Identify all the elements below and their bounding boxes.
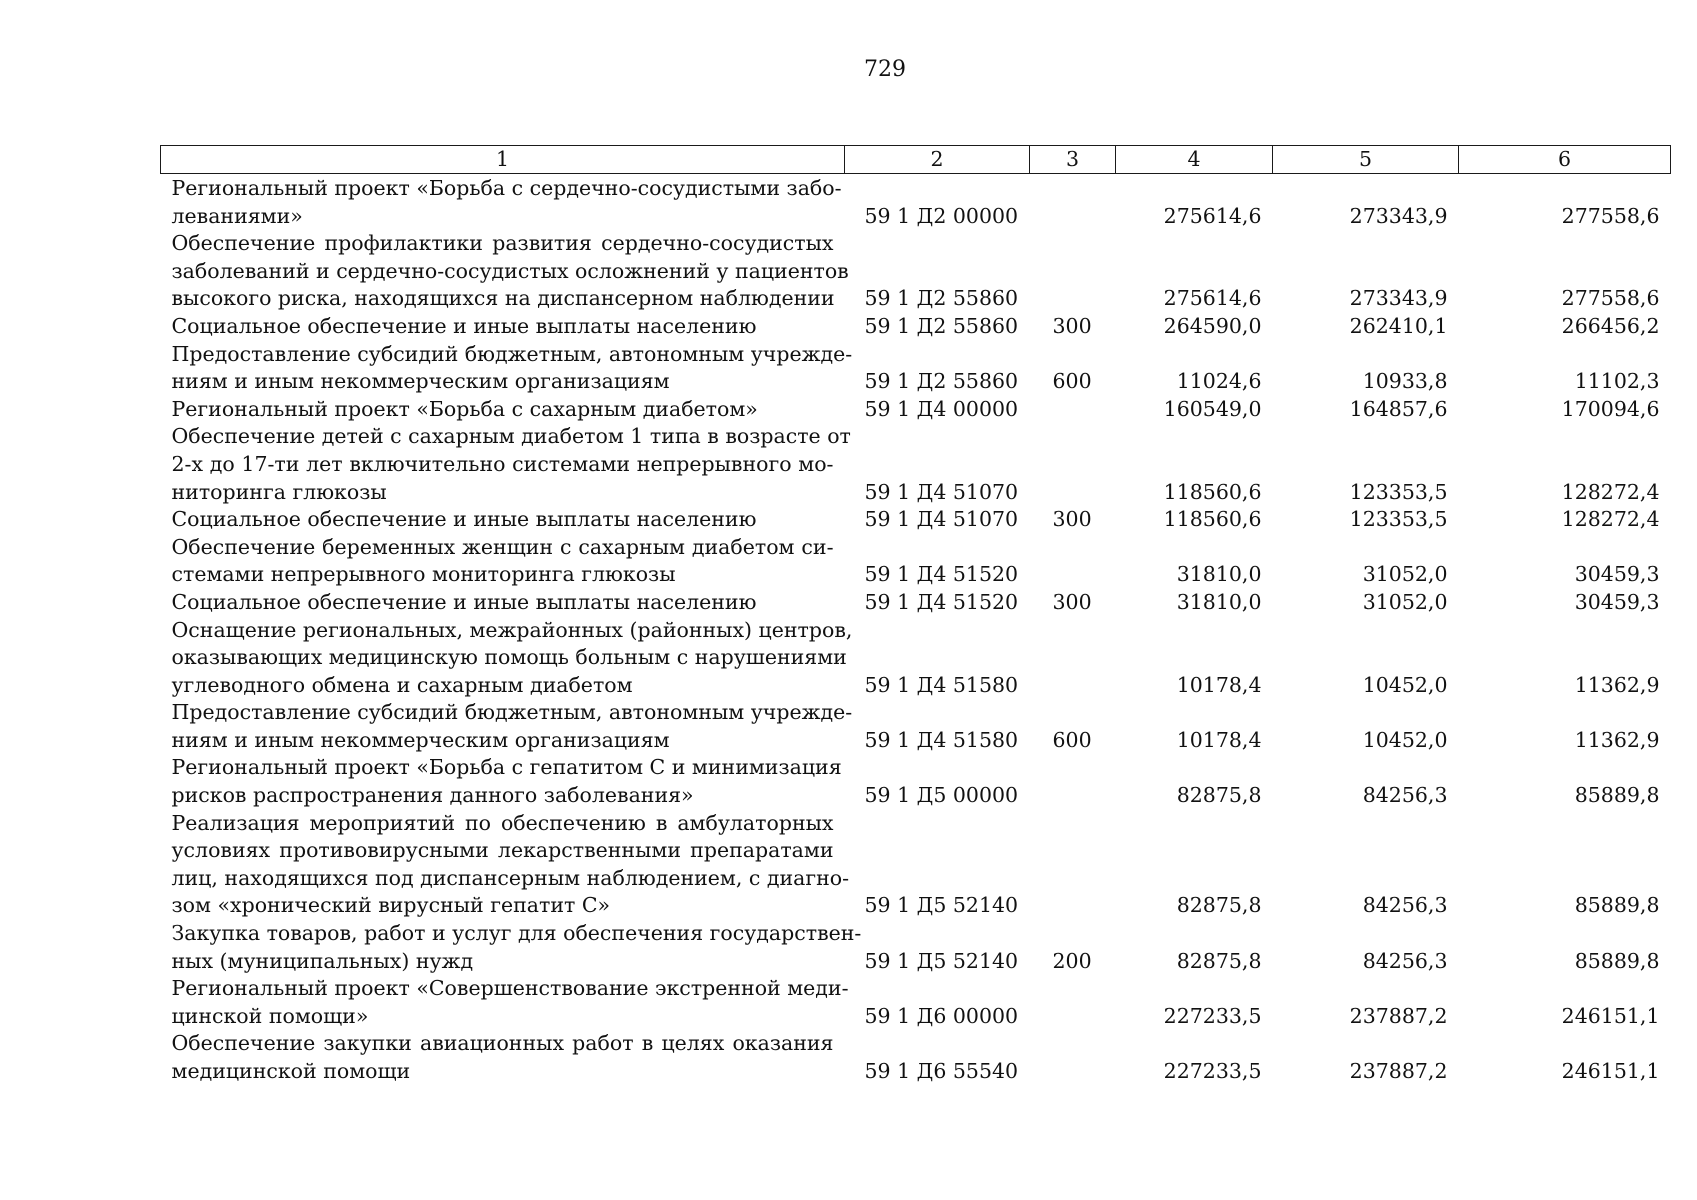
row-description	[161, 589, 845, 617]
row-value-col6: 85889,8	[1574, 893, 1660, 918]
description-line: медицинской помощи	[171, 1059, 411, 1083]
row-value-col5: 123353,5	[1349, 479, 1448, 504]
row-description	[161, 423, 851, 506]
row-value-col5: 273343,9	[1349, 203, 1448, 228]
row-value-col5: 123353,5	[1349, 507, 1448, 532]
description-line: ниям и иным некоммерческим организациям	[171, 369, 670, 394]
description-line: Обеспечение закупки авиационных работ в целях оказания	[171, 1031, 834, 1056]
row-value-col6: 266456,2	[1561, 313, 1660, 338]
row-description	[161, 396, 845, 424]
column-header-4: 4	[1116, 146, 1273, 174]
row-value-col5: 164857,6	[1349, 396, 1448, 421]
row-code: 59 1 Д4 51580	[864, 727, 1019, 752]
row-expense-type	[1030, 754, 1116, 809]
row-value-col6: 11362,9	[1574, 727, 1660, 752]
table-row	[161, 506, 1671, 534]
row-value-col6: 11362,9	[1574, 672, 1660, 697]
row-expense-type: 300	[1052, 507, 1092, 532]
description-line: зом «хронический вирусный гепатит С»	[171, 893, 611, 918]
row-expense-type	[1030, 423, 1116, 506]
row-code: 59 1 Д5 52140	[864, 893, 1019, 918]
row-code: 59 1 Д2 55860	[864, 369, 1019, 394]
row-description	[161, 534, 845, 589]
description-line: Реализация мероприятий по обеспечению в амбулаторных	[171, 810, 834, 835]
row-value-col6: 85889,8	[1574, 783, 1660, 808]
description-line: Региональный проект «Борьба с сахарным диабетом»	[171, 396, 758, 421]
row-value-col6: 30459,3	[1574, 562, 1660, 587]
row-value-col4: 118560,6	[1163, 479, 1262, 504]
row-code: 59 1 Д4 51520	[864, 589, 1019, 614]
description-line: Оснащение региональных, межрайонных (районных) центров,	[171, 617, 853, 642]
description-line: углеводного обмена и сахарным диабетом	[171, 672, 633, 697]
row-code: 59 1 Д2 55860	[864, 286, 1019, 311]
column-header-2: 2	[845, 146, 1030, 174]
column-header-6: 6	[1459, 146, 1671, 174]
description-line: Региональный проект «Совершенствование экстренной меди-	[171, 976, 849, 1001]
row-value-col5: 273343,9	[1349, 286, 1448, 311]
description-line: Предоставление субсидий бюджетным, автономным учрежде-	[171, 341, 853, 366]
row-value-col4: 82875,8	[1176, 783, 1262, 808]
row-code: 59 1 Д4 00000	[864, 396, 1019, 421]
table-row	[161, 617, 1671, 700]
row-value-col5: 10933,8	[1362, 369, 1448, 394]
row-code: 59 1 Д2 00000	[864, 203, 1019, 228]
row-value-col5: 10452,0	[1362, 727, 1448, 752]
table-row	[161, 230, 1671, 313]
row-expense-type: 600	[1052, 727, 1092, 752]
column-header-3: 3	[1030, 146, 1116, 174]
description-line: цинской помощи»	[171, 1003, 369, 1028]
row-value-col5: 10452,0	[1362, 672, 1448, 697]
row-value-col4: 10178,4	[1176, 727, 1262, 752]
row-value-col4: 264590,0	[1163, 313, 1262, 338]
description-line: Обеспечение беременных женщин с сахарным диабетом си-	[171, 534, 834, 559]
row-value-col4: 275614,6	[1163, 203, 1262, 228]
table-row	[161, 423, 1671, 506]
description-line: Социальное обеспечение и иные выплаты населению	[171, 589, 757, 614]
row-expense-type	[1030, 230, 1116, 313]
row-description	[161, 174, 845, 231]
table-row	[161, 396, 1671, 424]
table-row	[161, 174, 1671, 231]
row-code: 59 1 Д6 00000	[864, 1003, 1019, 1028]
row-value-col4: 31810,0	[1176, 589, 1262, 614]
row-expense-type	[1030, 975, 1116, 1030]
description-line: оказывающих медицинскую помощь больным с нарушениями	[171, 645, 847, 670]
row-value-col5: 84256,3	[1362, 893, 1448, 918]
row-expense-type: 200	[1052, 948, 1092, 973]
row-value-col5: 262410,1	[1349, 313, 1448, 338]
description-line: ных (муниципальных) нужд	[171, 948, 474, 973]
row-expense-type	[1030, 174, 1116, 231]
row-value-col5: 84256,3	[1362, 783, 1448, 808]
table-row	[161, 589, 1671, 617]
row-expense-type	[1030, 810, 1116, 920]
row-value-col4: 160549,0	[1163, 396, 1262, 421]
row-description	[161, 506, 845, 534]
table-row	[161, 920, 1671, 975]
description-line: высокого риска, находящихся на диспансерном наблюдении	[171, 286, 835, 311]
description-line: Закупка товаров, работ и услуг для обеспечения государствен-	[171, 921, 862, 946]
row-code: 59 1 Д4 51520	[864, 562, 1019, 587]
row-code: 59 1 Д4 51070	[864, 507, 1019, 532]
row-description	[161, 341, 853, 396]
row-value-col5: 237887,2	[1349, 1059, 1448, 1083]
row-expense-type	[1030, 1030, 1116, 1085]
row-value-col5: 84256,3	[1362, 948, 1448, 973]
table-row	[161, 699, 1671, 754]
row-description	[161, 313, 845, 341]
description-line: Региональный проект «Борьба с сердечно-сосудистыми забо-	[171, 176, 842, 200]
description-line: рисков распространения данного заболевания»	[171, 783, 694, 808]
description-line: Социальное обеспечение и иные выплаты населению	[171, 313, 757, 338]
row-value-col4: 31810,0	[1176, 562, 1262, 587]
row-value-col6: 277558,6	[1561, 203, 1660, 228]
row-value-col6: 277558,6	[1561, 286, 1660, 311]
row-expense-type: 300	[1052, 313, 1092, 338]
description-line: стемами непрерывного мониторинга глюкозы	[171, 562, 676, 587]
header-row	[161, 146, 1671, 174]
row-description	[161, 754, 845, 809]
row-expense-type: 600	[1052, 369, 1092, 394]
description-line: заболеваний и сердечно-сосудистых осложнений у пациентов	[171, 258, 849, 283]
row-expense-type	[1030, 534, 1116, 589]
row-value-col4: 82875,8	[1176, 893, 1262, 918]
description-line: Социальное обеспечение и иные выплаты населению	[171, 507, 757, 532]
table-row	[161, 341, 1671, 396]
row-value-col4: 118560,6	[1163, 507, 1262, 532]
row-value-col6: 11102,3	[1574, 369, 1660, 394]
row-value-col6: 246151,1	[1561, 1059, 1660, 1083]
table-body	[161, 174, 1671, 1086]
row-description	[161, 699, 853, 754]
row-value-col4: 227233,5	[1163, 1003, 1262, 1028]
row-value-col4: 275614,6	[1163, 286, 1262, 311]
description-line: Обеспечение профилактики развития сердечно-сосудистых	[171, 231, 834, 256]
description-line: Обеспечение детей с сахарным диабетом 1 типа в возрасте от	[171, 424, 851, 449]
row-value-col6: 128272,4	[1561, 507, 1660, 532]
description-line: ниям и иным некоммерческим организациям	[171, 727, 670, 752]
row-code: 59 1 Д4 51580	[864, 672, 1019, 697]
table-header	[161, 146, 1671, 174]
row-value-col6: 246151,1	[1561, 1003, 1660, 1028]
row-value-col6: 30459,3	[1574, 589, 1660, 614]
row-description	[161, 617, 853, 700]
row-code: 59 1 Д4 51070	[864, 479, 1019, 504]
row-value-col4: 227233,5	[1163, 1059, 1262, 1083]
row-value-col4: 10178,4	[1176, 672, 1262, 697]
page-number: 729	[864, 57, 906, 82]
row-code: 59 1 Д5 52140	[864, 948, 1019, 973]
description-line: условиях противовирусными лекарственными препаратами	[171, 838, 834, 863]
row-expense-type	[1030, 617, 1116, 700]
column-header-5: 5	[1273, 146, 1459, 174]
row-code: 59 1 Д6 55540	[864, 1059, 1019, 1083]
description-line: Региональный проект «Борьба с гепатитом С и минимизация	[171, 755, 842, 780]
row-expense-type	[1030, 396, 1116, 424]
row-description	[161, 975, 849, 1030]
description-line: ниторинга глюкозы	[171, 479, 387, 504]
row-description	[161, 1030, 845, 1085]
row-value-col6: 85889,8	[1574, 948, 1660, 973]
description-line: 2-х до 17-ти лет включительно системами непрерывного мо-	[171, 451, 834, 476]
column-header-1: 1	[161, 146, 845, 174]
row-expense-type: 300	[1052, 589, 1092, 614]
row-description	[161, 810, 850, 920]
row-value-col4: 11024,6	[1176, 369, 1262, 394]
row-description	[161, 920, 862, 975]
row-value-col5: 31052,0	[1362, 562, 1448, 587]
row-code: 59 1 Д5 00000	[864, 783, 1019, 808]
row-value-col6: 170094,6	[1561, 396, 1660, 421]
row-description	[161, 230, 849, 313]
row-code: 59 1 Д2 55860	[864, 313, 1019, 338]
table-row	[161, 313, 1671, 341]
description-line: Предоставление субсидий бюджетным, автономным учрежде-	[171, 700, 853, 725]
table-row	[161, 1030, 1671, 1085]
table-row	[161, 754, 1671, 809]
description-line: леваниями»	[171, 203, 303, 228]
table-row	[161, 810, 1671, 920]
row-value-col6: 128272,4	[1561, 479, 1660, 504]
budget-table	[160, 145, 1671, 1086]
description-line: лиц, находящихся под диспансерным наблюдением, с диагно-	[171, 865, 850, 890]
table-row	[161, 975, 1671, 1030]
row-value-col5: 237887,2	[1349, 1003, 1448, 1028]
table-row	[161, 534, 1671, 589]
row-value-col5: 31052,0	[1362, 589, 1448, 614]
row-value-col4: 82875,8	[1176, 948, 1262, 973]
